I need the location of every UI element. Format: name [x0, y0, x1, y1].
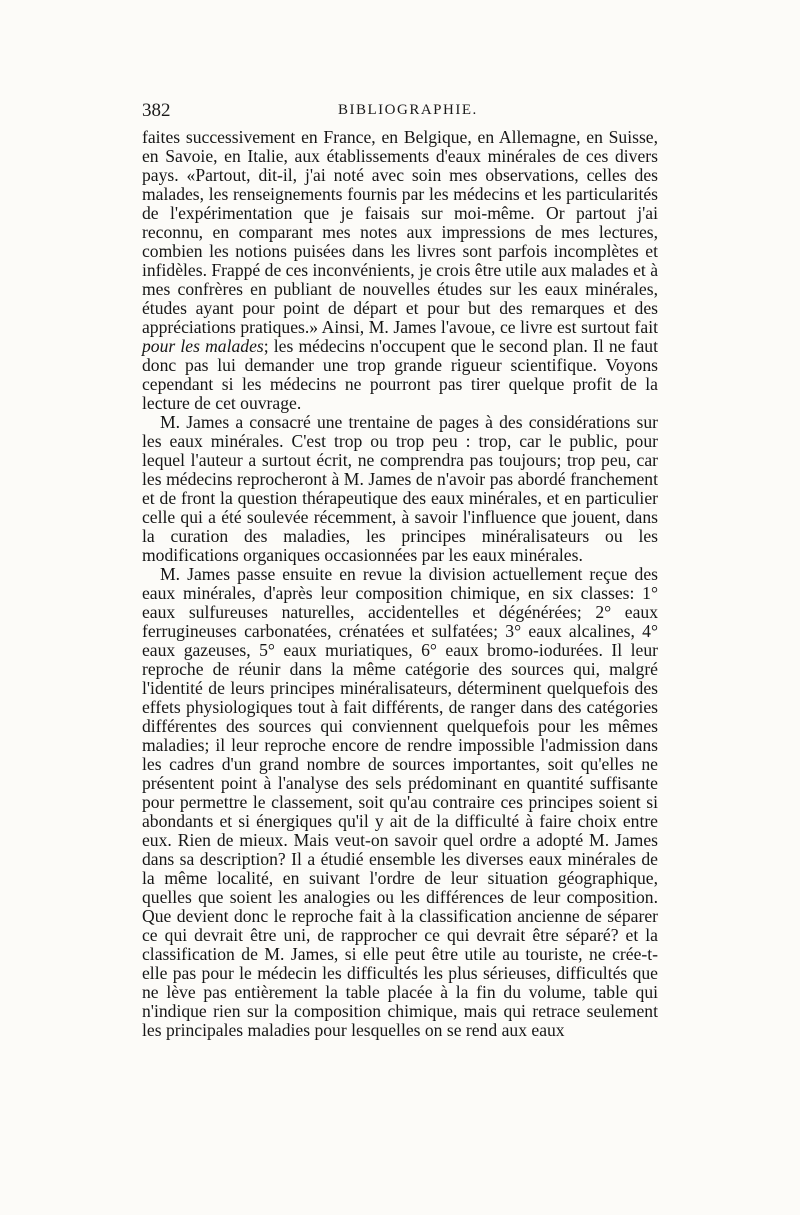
page-number: 382 — [142, 100, 171, 121]
running-title: BIBLIOGRAPHIE. — [338, 102, 478, 118]
body-text — [142, 128, 658, 1040]
page-header — [142, 100, 658, 124]
paragraph-1-emphasis: pour les malades — [142, 336, 264, 356]
paragraph-2: M. James a consacré une trentaine de pages à des considérations sur les eaux minérales. C'est trop ou trop peu : trop, car le public, pour lequel l'auteur a surtout écrit, ne comprendra pas toujours; trop peu, car les médecins reprocheront à M. James de n'avoir pas abordé franchement et de front la question thérapeutique des eaux minérales, et en particulier celle qui a été soulevée récemment, à savoir l'influence que jouent, dans la curation des maladies, les principes minéralisateurs ou les modifications organiques occasionnées par les eaux minérales. — [142, 412, 658, 565]
paragraph-1-text-start: faites successivement en France, en Belgique, en Allemagne, en Suisse, en Savoie, en Italie, aux établissements d'eaux minérales de ces divers pays. «Partout, dit-il, j'ai noté avec soin mes observations, celles des malades, les renseignements fournis par les médecins et les particularités de l'expérimentation que je faisais sur moi-même. Or partout j'ai reconnu, en comparant mes notes aux impressions de mes lectures, combien les notions puisées dans les livres sont parfois incomplètes et infidèles. Frappé de ces inconvénients, je crois être utile aux malades et à mes confrères en publiant de nouvelles études sur les eaux minérales, études ayant pour point de départ et pour but des remarques et des appréciations pratiques.» Ainsi, M. James l'avoue, ce livre est surtout fait — [142, 127, 658, 337]
paragraph-1 — [142, 128, 658, 413]
paragraph-1-text-end: ; les médecins n'occupent que le second plan. Il ne faut donc pas lui demander une trop grande rigueur scientifique. Voyons cependant si les médecins ne pourront pas tirer quelque profit de la lecture de cet ouvrage. — [142, 336, 658, 413]
paragraph-3: M. James passe ensuite en revue la division actuellement reçue des eaux minérales, d'après leur composition chimique, en six classes: 1° eaux sulfureuses naturelles, accidentelles et dégénérées; 2° eaux ferrugineuses carbonatées, crénatées et sulfatées; 3° eaux alcalines, 4° eaux gazeuses, 5° eaux muriatiques, 6° eaux bromo-iodurées. Il leur reproche de réunir dans la même catégorie des sources qui, malgré l'identité de leurs principes minéralisateurs, déterminent quelquefois des effets physiologiques tout à fait différents, de ranger dans des catégories différentes des sources qui conviennent quelquefois pour les mêmes maladies; il leur reproche encore de rendre impossible l'admission dans les cadres d'un grand nombre de sources importantes, soit qu'elles ne présentent point à l'analyse des sels prédominant en quantité suffisante pour permettre le classement, soit qu'au contraire ces principes soient si abondants et si énergiques qu'il y ait de la difficulté à faire choix entre eux. Rien de mieux. Mais veut-on savoir quel ordre a adopté M. James dans sa description? Il a étudié ensemble les diverses eaux minérales de la même localité, en suivant l'ordre de leur situation géographique, quelles que soient les analogies ou les différences de leur composition. Que devient donc le reproche fait à la classification ancienne de séparer ce qui devrait être uni, de rapprocher ce qui devrait être séparé? et la classification de M. James, si elle peut être utile au touriste, ne crée-t-elle pas pour le médecin les difficultés les plus sérieuses, difficultés que ne lève pas entièrement la table placée à la fin du volume, table qui n'indique rien sur la composition chimique, mais qui retrace seulement les principales maladies pour lesquelles on se rend aux eaux — [142, 564, 658, 1040]
